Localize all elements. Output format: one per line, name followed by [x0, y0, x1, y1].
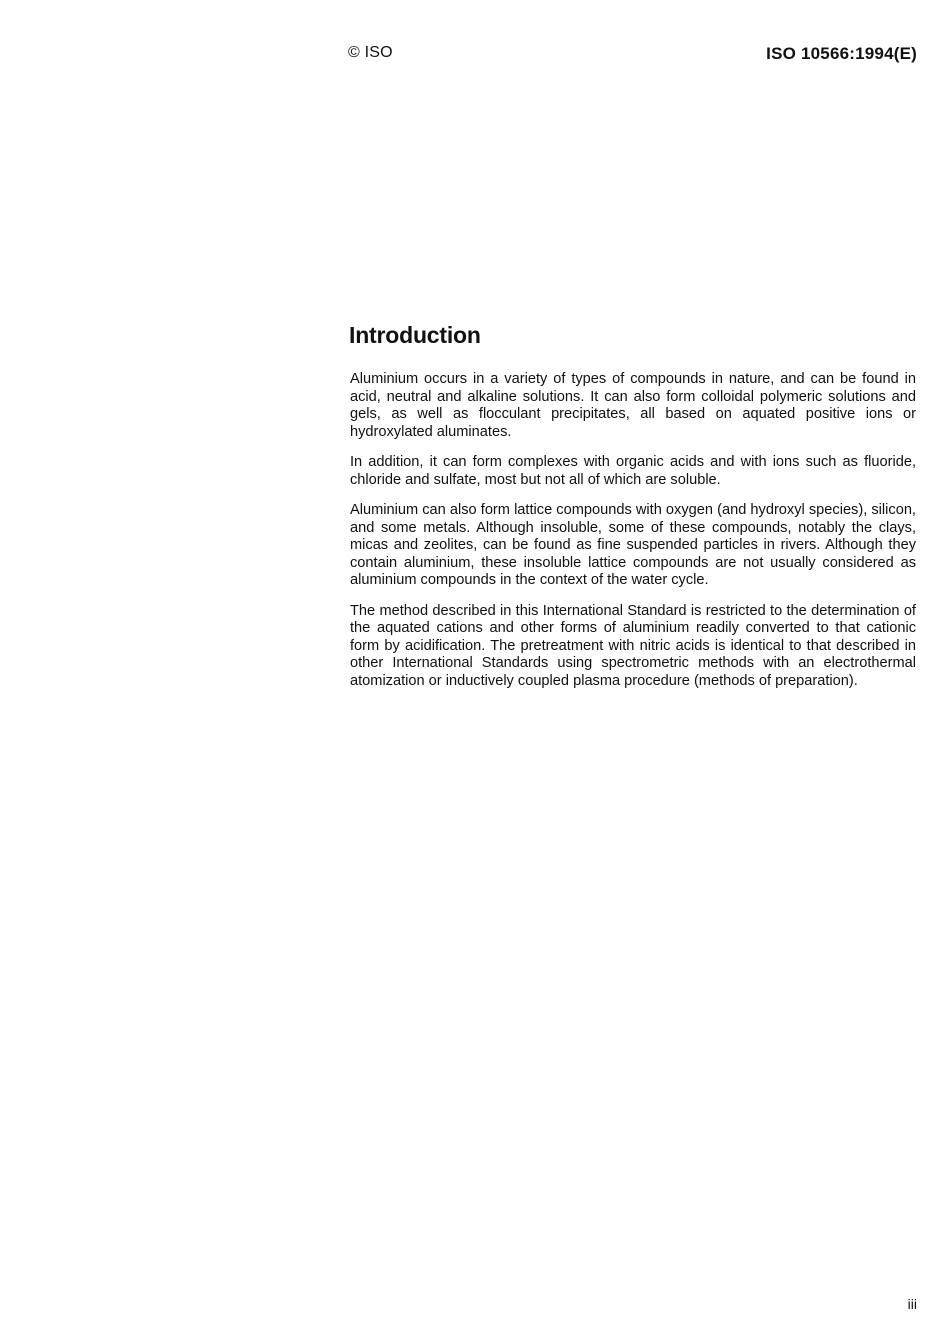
- document-identifier: ISO 10566:1994(E): [766, 44, 917, 63]
- paragraph-aluminium-compounds: Aluminium occurs in a variety of types of compounds in nature, and can be found in acid, neutral and alkaline solutions. It can also form colloidal polymeric solutions and gels, as well as flocculant precipitates, all based on aquated positive ions or hydroxylated aluminates.: [350, 371, 916, 440]
- page-number: iii: [907, 1296, 917, 1312]
- paragraph-complexes: In addition, it can form complexes with organic acids and with ions such as fluoride, chloride and sulfate, most but not all of which are soluble.: [350, 454, 916, 488]
- copyright-notice: © ISO: [348, 44, 393, 61]
- introduction-body: [350, 371, 916, 703]
- paragraph-method-scope: The method described in this International Standard is restricted to the determination of the aquated cations and other forms of aluminium readily converted to that cationic form by acidification. The pretreatment with nitric acids is identical to that described in other International Standards using spectrometric methods with an electrothermal atomization or inductively coupled plasma procedure (methods of preparation).: [350, 602, 916, 689]
- paragraph-lattice-compounds: Aluminium can also form lattice compounds with oxygen (and hydroxyl species), silicon, and some metals. Although insoluble, some of these compounds, notably the clays, micas and zeolites, can be found as fine suspended particles in rivers. Although they contain aluminium, these insoluble lattice compounds are not usually considered as aluminium compounds in the context of the water cycle.: [350, 502, 916, 588]
- section-title: Introduction: [349, 322, 481, 348]
